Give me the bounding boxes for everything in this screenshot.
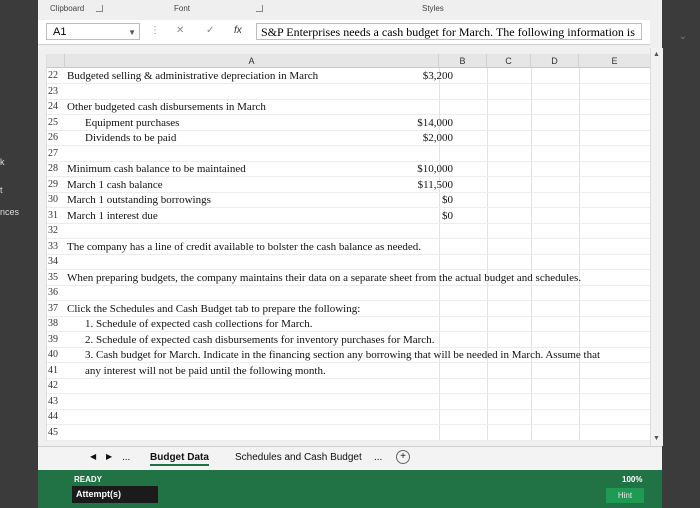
cell-text[interactable]: Click the Schedules and Cash Budget tab to prepare the following: [67,302,361,315]
cell-text[interactable]: Budgeted selling & administrative depreciation in March [67,70,319,82]
vertical-scrollbar[interactable] [650,48,663,446]
cell-text[interactable]: When preparing budgets, the company maintains their data on a separate sheet from the actual budget and schedules. [67,271,582,284]
column-header-c[interactable]: C [487,54,531,68]
cell-text[interactable]: 3. Cash budget for March. Indicate in the financing section any borrowing that will be needed in March. Assume that [85,349,601,361]
tab-schedules-and-cash-budget[interactable]: Schedules and Cash Budget [235,452,362,463]
left-edge-label: nces [0,207,20,217]
ready-status: READY [74,475,103,484]
chevron-down-icon[interactable]: ▼ [128,28,136,37]
row-number[interactable]: 39 [48,333,58,345]
table-row[interactable] [47,316,651,332]
cell-value[interactable]: $0 [442,194,453,206]
row-number[interactable]: 36 [48,287,58,298]
formula-input[interactable] [256,23,687,42]
row-number[interactable]: 38 [48,318,58,329]
table-row[interactable] [47,192,651,208]
table-row[interactable] [47,254,651,270]
left-edge-label: k [0,157,5,167]
cell-value[interactable]: $0 [442,209,453,222]
cell-text[interactable]: The company has a line of credit available to bolster the cash balance as needed. [67,240,421,253]
table-row[interactable] [47,177,651,193]
table-row[interactable] [47,239,651,255]
table-row[interactable] [47,208,651,224]
row-number[interactable]: 22 [48,70,58,81]
row-number[interactable]: 35 [48,271,58,283]
row-number[interactable]: 42 [48,380,58,391]
row-number[interactable]: 44 [48,411,58,422]
cell-text[interactable]: Dividends to be paid [85,132,177,144]
insert-function-icon[interactable]: fx [234,25,242,36]
cell-value[interactable]: $3,200 [422,70,453,82]
formula-bar [38,20,687,45]
hint-button[interactable]: Hint [606,488,644,503]
row-number[interactable]: 27 [48,147,58,159]
font-launcher-icon[interactable] [256,5,263,12]
select-all-corner[interactable] [47,54,65,68]
row-number[interactable]: 23 [48,85,58,97]
cell-text[interactable]: Equipment purchases [85,116,180,129]
tab-budget-data[interactable]: Budget Data [150,452,209,466]
more-options-icon[interactable]: ⋮ [150,25,160,36]
table-row[interactable] [47,301,651,317]
table-row[interactable] [47,115,651,131]
name-box[interactable] [46,23,140,40]
ribbon-clipboard-label: Clipboard [50,4,85,13]
ribbon-font-label: Font [174,4,191,13]
tab-ellipsis[interactable]: ... [122,452,131,463]
prev-sheet-icon[interactable]: ◀ [90,452,97,461]
scroll-down-icon[interactable]: ▼ [653,434,660,442]
column-header-a[interactable]: A [65,54,439,68]
formula-content: S&P Enterprises needs a cash budget for March. The following information is [261,25,635,39]
table-row[interactable] [47,130,651,146]
ribbon-groups [38,0,650,21]
row-number[interactable]: 30 [48,194,58,205]
clipboard-launcher-icon[interactable] [96,5,103,12]
left-edge-label: t [0,185,3,195]
enter-icon[interactable]: ✓ [206,25,215,36]
cancel-icon[interactable]: ✕ [176,25,185,36]
table-row[interactable] [47,146,651,162]
table-row[interactable] [47,223,651,239]
attempts-button[interactable]: Attempt(s) [72,486,158,503]
add-sheet-icon[interactable]: + [396,450,410,464]
cell-value[interactable]: $11,500 [417,178,453,191]
table-row[interactable] [47,84,651,100]
row-number[interactable]: 25 [48,116,58,128]
ribbon-styles-label: Styles [422,4,444,13]
cell-text[interactable]: 1. Schedule of expected cash collections for March. [85,318,313,330]
row-number[interactable]: 24 [48,101,58,112]
zoom-level[interactable]: 100% [622,475,643,484]
row-number[interactable]: 31 [48,209,58,221]
row-number[interactable]: 32 [48,225,58,236]
cell-text[interactable]: March 1 outstanding borrowings [67,194,211,206]
table-row[interactable] [47,68,651,84]
row-number[interactable]: 28 [48,163,58,174]
table-row[interactable] [47,378,651,394]
cell-text[interactable]: any interest will not be paid until the following month. [85,364,326,377]
sheet-tab-bar [38,446,662,471]
row-number[interactable]: 40 [48,349,58,360]
cell-text[interactable]: March 1 cash balance [67,178,163,191]
cell-text[interactable]: Other budgeted cash disbursements in March [67,101,266,113]
row-number[interactable]: 41 [48,364,58,376]
cell-value[interactable]: $10,000 [417,163,453,175]
cell-text[interactable]: Minimum cash balance to be maintained [67,163,246,175]
row-number[interactable]: 29 [48,178,58,190]
row-number[interactable]: 26 [48,132,58,143]
table-row[interactable] [47,285,651,301]
row-number[interactable]: 43 [48,395,58,407]
worksheet-grid[interactable] [46,54,651,441]
cell-text[interactable]: March 1 interest due [67,209,158,222]
row-number[interactable]: 37 [48,302,58,314]
table-row[interactable] [47,332,651,348]
tab-ellipsis-right[interactable]: ... [374,452,383,463]
scroll-up-icon[interactable]: ▲ [653,50,660,58]
table-row[interactable] [47,347,651,363]
expand-formula-icon[interactable]: ⌄ [678,31,687,42]
row-number[interactable]: 33 [48,240,58,252]
table-row[interactable] [47,394,651,410]
cell-text[interactable]: 2. Schedule of expected cash disbursements for inventory purchases for March. [85,333,435,346]
column-header-e[interactable]: E [579,54,651,68]
row-number[interactable]: 34 [48,256,58,267]
table-row[interactable] [47,161,651,177]
next-sheet-icon[interactable]: ▶ [106,452,113,461]
column-header-d[interactable]: D [531,54,579,68]
cell-value[interactable]: $14,000 [417,116,453,129]
column-header-b[interactable]: B [439,54,487,68]
table-row[interactable] [47,99,651,115]
cell-value[interactable]: $2,000 [422,132,453,144]
cell-reference: A1 [53,26,67,38]
table-row[interactable] [47,409,651,425]
table-row[interactable] [47,425,651,441]
row-number[interactable]: 45 [48,426,58,438]
table-row[interactable] [47,363,651,379]
table-row[interactable] [47,270,651,286]
